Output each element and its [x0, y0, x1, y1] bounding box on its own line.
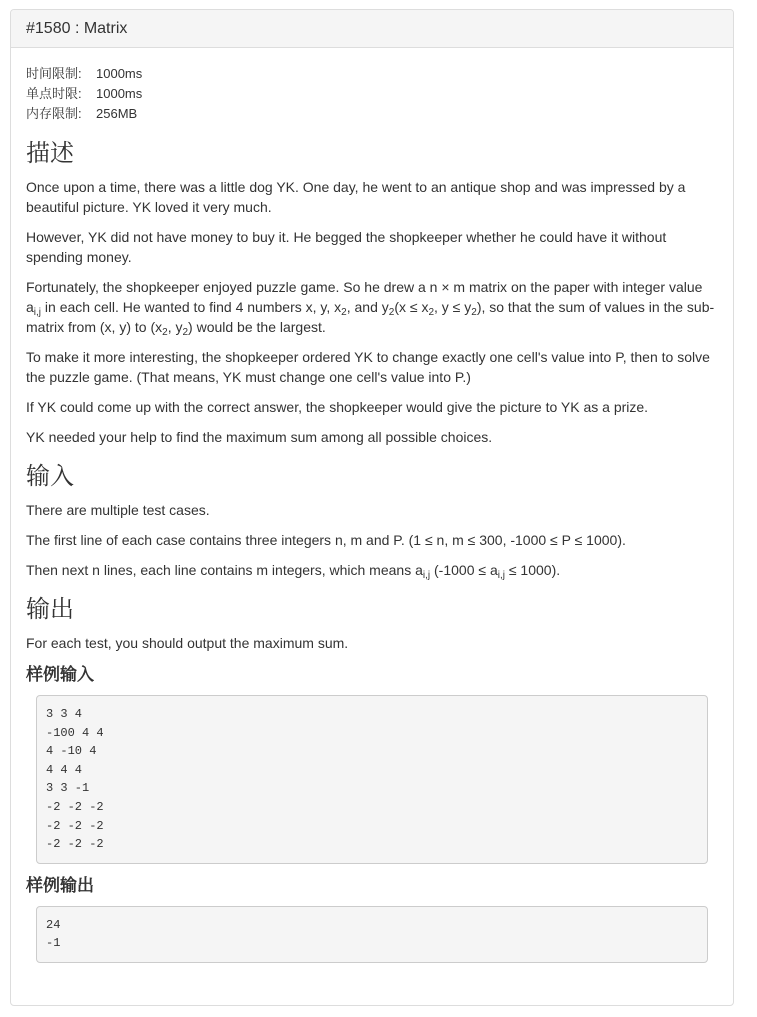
limit-label: 时间限制: — [26, 66, 82, 81]
description-paragraph: Once upon a time, there was a little dog YK. One day, he went to an antique shop and was impressed by a beautiful picture. YK loved it very much. — [26, 179, 686, 215]
sample-input-heading: 样例输入 — [26, 665, 94, 684]
problem-title: #1580 : Matrix — [11, 10, 733, 48]
output-heading: 输出 — [26, 596, 74, 623]
sample-input-block: 3 3 4 -100 4 4 4 -10 4 4 4 4 3 3 -1 -2 -2 -2 -2 -2 -2 -2 -2 -2 — [36, 695, 708, 864]
limit-value: 1000ms — [96, 66, 143, 81]
limit-label: 内存限制: — [26, 106, 82, 121]
sample-output-heading: 样例输出 — [26, 875, 94, 895]
description-paragraph: YK needed your help to find the maximum sum among all possible choices. — [26, 429, 493, 445]
description-paragraph: Fortunately, the shopkeeper enjoyed puzzle game. So he drew a n × m matrix on the paper with integer value $a_{i,j}$ in each cell. He wanted to find 4 numbers x, y, $x_2$, and $y_2(x \le x_2$, $y \le y_2$), so that the sum of values in the sub-matrix from (x, y) to ($x_2$, $y_2$) would be the largest. — [26, 279, 715, 338]
input-paragraph: There are multiple test cases. — [26, 502, 210, 518]
limit-time — [26, 64, 718, 84]
limit-single-case — [26, 84, 718, 104]
input-heading: 输入 — [26, 463, 74, 490]
description-paragraph: To make it more interesting, the shopkeeper ordered YK to change exactly one cell's value into P, then to solve the puzzle game. (That means, YK must change one cell's value into P.) — [26, 349, 710, 385]
input-paragraph: Then next n lines, each line contains m integers, which means $a_{i,j}$ $(-1000 \le a_{i,j} \le 1000)$. — [26, 562, 561, 581]
limit-value: 1000ms — [96, 86, 143, 101]
problem-panel — [10, 9, 734, 1006]
limits — [26, 64, 718, 124]
output-paragraph: For each test, you should output the maximum sum. — [26, 635, 349, 651]
limit-label: 单点时限: — [26, 86, 82, 101]
description-paragraph: However, YK did not have money to buy it. He begged the shopkeeper whether he could have it without spending money. — [26, 229, 667, 265]
limit-memory — [26, 104, 718, 124]
limit-value: 256MB — [96, 106, 138, 121]
description-paragraph: If YK could come up with the correct answer, the shopkeeper would give the picture to YK as a prize. — [26, 399, 649, 415]
input-paragraph: The first line of each case contains three integers n, m and P. (1 ≤ n, m ≤ 300, -1000 ≤ P ≤ 1000). — [26, 532, 626, 548]
problem-body — [11, 48, 733, 963]
description-heading: 描述 — [26, 140, 74, 167]
sample-output-block: 24 -1 — [36, 906, 708, 963]
